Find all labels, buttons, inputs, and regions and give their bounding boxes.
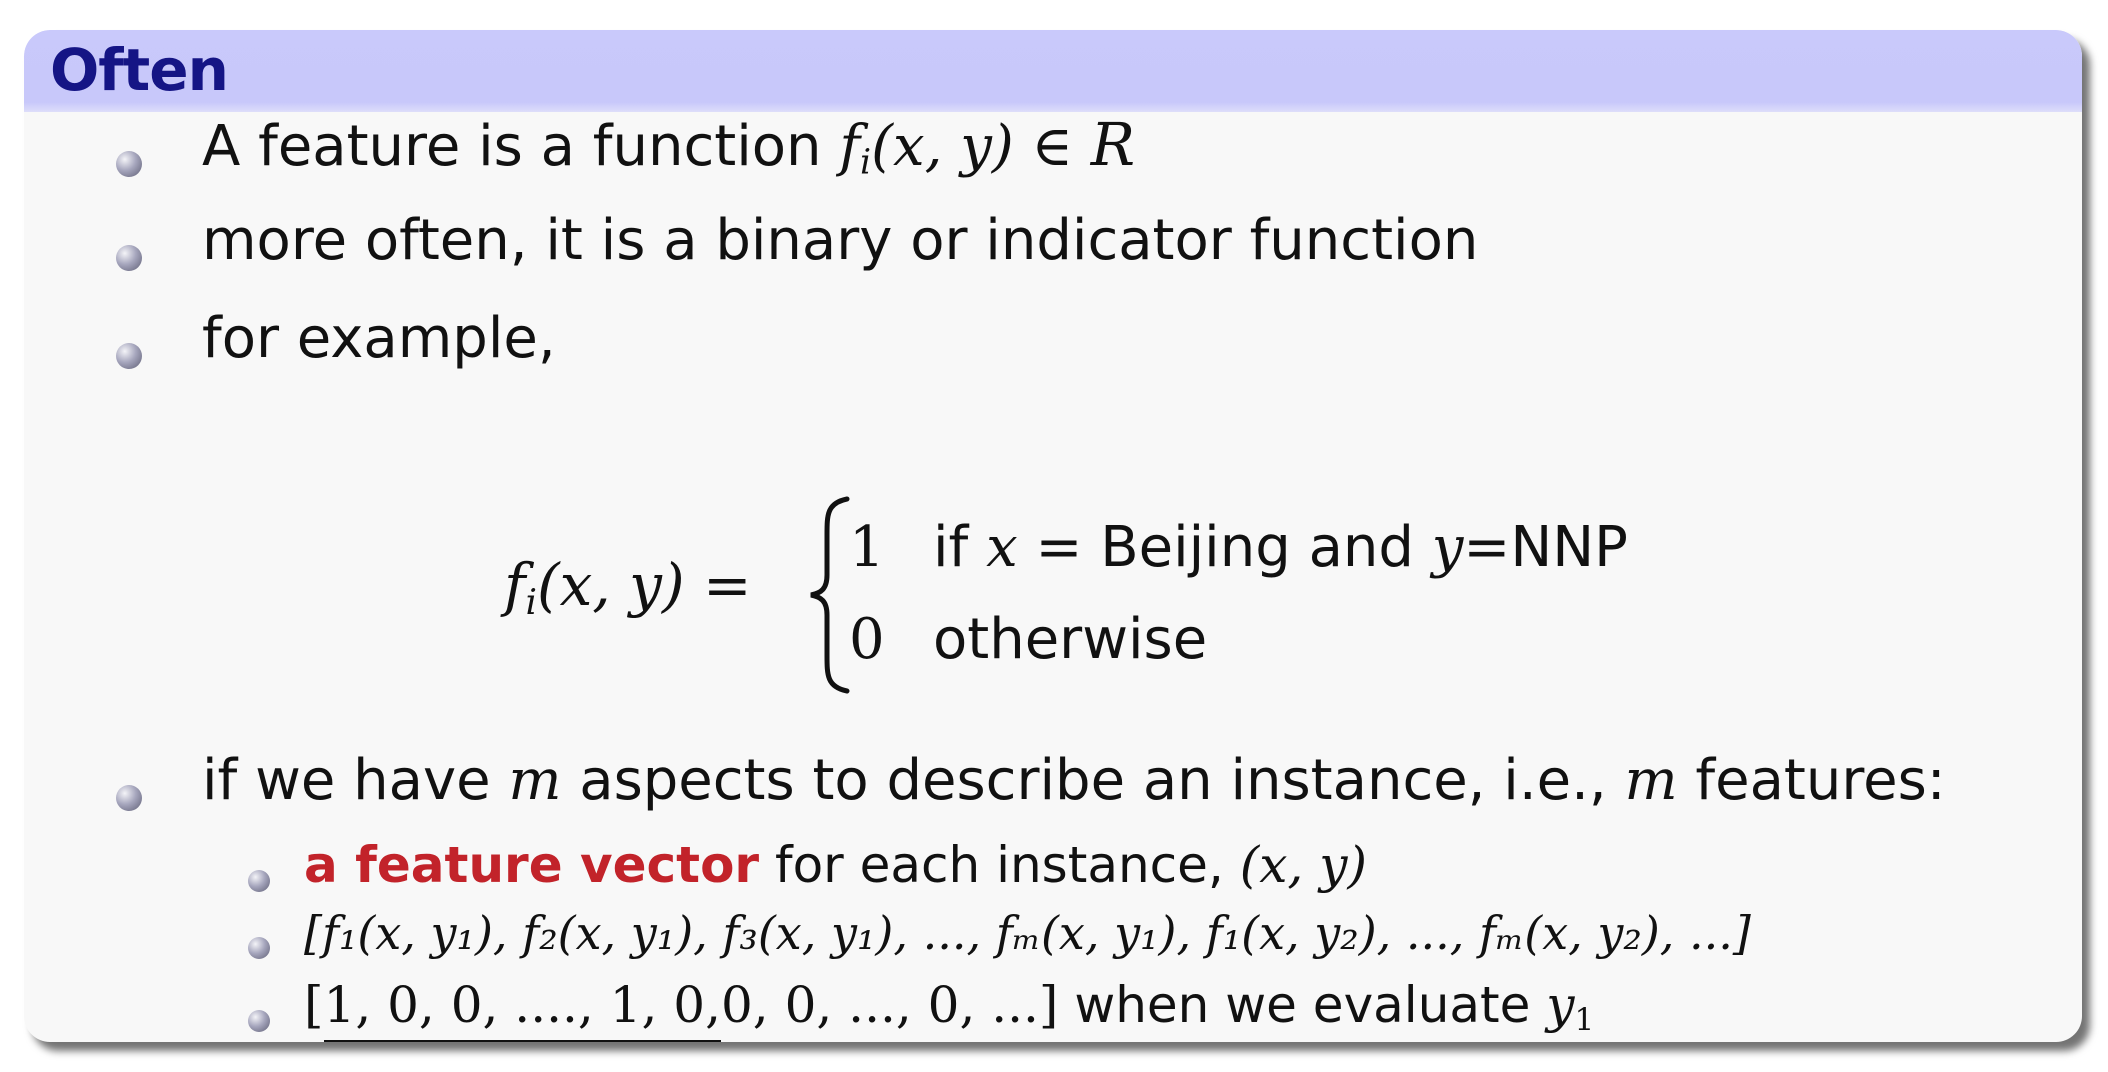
case-1-y: y: [1431, 515, 1464, 580]
feature-vector-highlight: a feature vector: [304, 836, 760, 894]
bullet-ball-icon: [116, 343, 142, 369]
case-1-value: 1: [849, 515, 885, 580]
bullet-4-m2: m: [1624, 748, 1678, 813]
bullet-ball-icon: [116, 245, 142, 271]
bullet-4-m1: m: [508, 748, 562, 813]
formula-lhs-f: f: [504, 551, 526, 619]
case-1-x: x: [986, 515, 1018, 580]
title-bar: [24, 30, 2082, 112]
sub-bullet-3-open: [: [304, 976, 324, 1034]
case-2-otherwise: otherwise: [933, 607, 1208, 672]
bullet-2-text: more often, it is a binary or indicator function: [202, 208, 1479, 273]
formula-lhs-sub: i: [525, 581, 537, 623]
bullet-ball-icon: [116, 151, 142, 177]
case-1-if: if: [933, 515, 987, 580]
bullet-4-pre: if we have: [202, 748, 509, 813]
formula-lhs: [504, 551, 752, 623]
bullet-3: [116, 306, 556, 371]
sub-bullet-ball-icon: [248, 1010, 270, 1032]
case-2-value: 0: [849, 607, 885, 672]
bullet-4-mid: aspects to describe an instance, i.e.,: [561, 748, 1625, 813]
piecewise-formula: [504, 495, 1704, 695]
sub-bullet-ball-icon: [248, 870, 270, 892]
formula-lhs-rest: (x, y) =: [536, 551, 752, 619]
case-1-nnp: =NNP: [1463, 515, 1628, 580]
bullet-1-math-rest: (x, y) ∈: [871, 114, 1091, 179]
sub-bullet-3-text: when we evaluate: [1058, 976, 1547, 1034]
bullet-1-math-sub: i: [860, 142, 872, 183]
formula-case-2: [849, 607, 1207, 672]
bullet-1-math-f: f: [839, 114, 861, 179]
sub-bullet-3-y: y: [1546, 976, 1575, 1034]
sub-bullet-1-text: for each instance,: [759, 836, 1240, 894]
bullet-1: [116, 110, 1136, 183]
sub-bullet-3-rest: 0, 0, ..., 0, ...]: [720, 976, 1059, 1034]
sub-bullet-3-y-sub: 1: [1574, 1001, 1595, 1038]
slide-title: Often: [50, 36, 228, 104]
sub-bullet-ball-icon: [248, 937, 270, 959]
bullet-1-math-set: R: [1090, 110, 1136, 179]
case-1-eq: = Beijing and: [1017, 515, 1432, 580]
slide: [24, 30, 2082, 1042]
bullet-3-text: for example,: [202, 306, 556, 371]
bullet-4-post: features:: [1677, 748, 1946, 813]
bullet-4: [116, 748, 1946, 813]
formula-case-1: [849, 515, 1628, 580]
sub-bullet-3: [248, 976, 1595, 1038]
bullet-2: [116, 208, 1478, 273]
sub-bullet-1-math: (x, y): [1239, 836, 1367, 894]
sub-bullet-2: [248, 906, 1751, 960]
bullet-ball-icon: [116, 785, 142, 811]
sub-bullet-2-math: [f₁(x, y₁), f₂(x, y₁), f₃(x, y₁), ..., fₘ(x, y₁), f₁(x, y₂), ..., fₘ(x, y₂), ...]: [304, 906, 1751, 960]
sub-bullet-1: [248, 836, 1367, 894]
bullet-1-text: A feature is a function: [202, 114, 840, 179]
left-brace-icon: [807, 495, 853, 695]
sub-bullet-3-underlined: 1, 0, 0, ...., 1, 0,: [324, 976, 721, 1042]
